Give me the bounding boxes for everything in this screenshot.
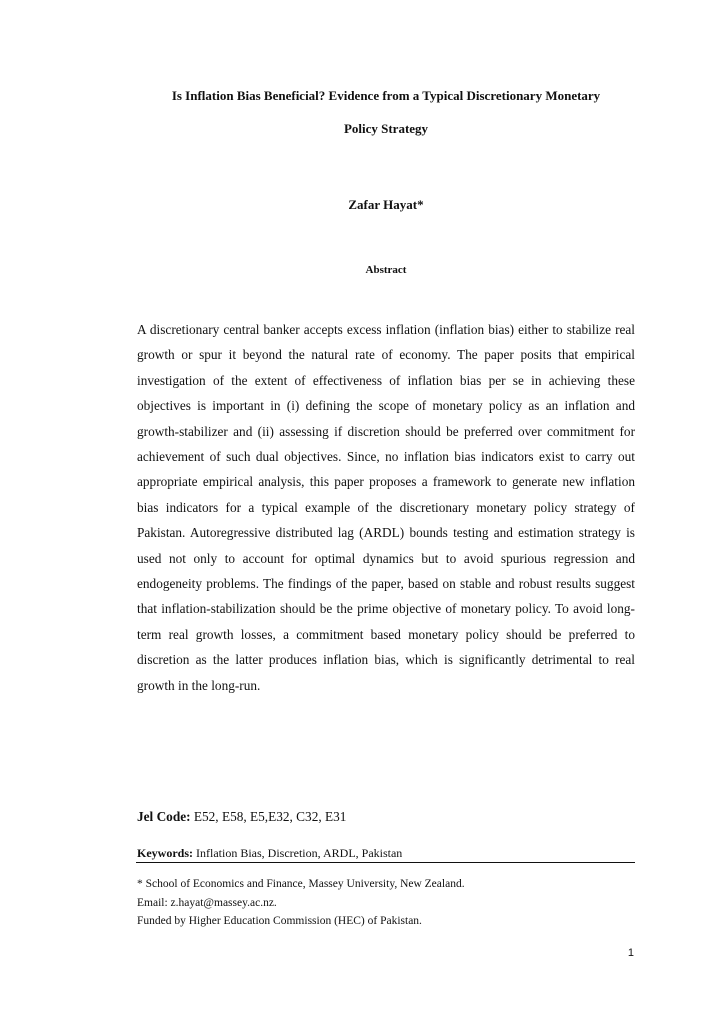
jel-code-value: E52, E58, E5,E32, C32, E31 bbox=[193, 809, 347, 824]
page-number: 1 bbox=[627, 947, 634, 959]
paper-title-line-2: Policy Strategy bbox=[343, 121, 429, 136]
abstract-heading: Abstract bbox=[365, 264, 407, 276]
footnote-funding: Funded by Higher Education Commission (HEC) of Pakistan. bbox=[137, 915, 422, 927]
keywords-label: Keywords: bbox=[137, 846, 193, 860]
jel-code-label: Jel Code: bbox=[137, 809, 191, 824]
author-name: Zafar Hayat* bbox=[348, 197, 424, 212]
jel-code bbox=[137, 808, 346, 826]
keywords-value: Inflation Bias, Discretion, ARDL, Pakistan bbox=[196, 846, 403, 860]
footnote-affiliation: * School of Economics and Finance, Massey University, New Zealand. bbox=[137, 878, 465, 890]
footnote-divider bbox=[136, 862, 635, 863]
abstract-body: A discretionary central banker accepts excess inflation (inflation bias) either to stabilize real growth or spur it beyond the natural rate of economy. The paper posits that empirical investigation of the extent of effectiveness of inflation bias per se in achieving these objectives is important in (i) defining the scope of monetary policy as an inflation and growth-stabilizer and (ii) assessing if discretion should be preferred over commitment for achievement of such dual objectives. Since, no inflation bias indicators exist to carry out appropriate empirical analysis, this paper proposes a framework to generate new inflation bias indicators for a typical example of the discretionary monetary policy strategy of Pakistan. Autoregressive distributed lag (ARDL) bounds testing and estimation strategy is used not only to account for optimal dynamics but to avoid spurious regression and endogeneity problems. The findings of the paper, based on stable and robust results suggest that inflation-stabilization should be the prime objective of monetary policy. To avoid long-term real growth losses, a commitment based monetary policy should be preferred to discretion as the latter produces inflation bias, which is significantly detrimental to real growth in the long-run. bbox=[137, 322, 635, 693]
paper-title-line-1: Is Inflation Bias Beneficial? Evidence from a Typical Discretionary Monetary bbox=[171, 88, 601, 103]
footnote-email: Email: z.hayat@massey.ac.nz. bbox=[137, 897, 277, 909]
keywords bbox=[137, 845, 402, 861]
